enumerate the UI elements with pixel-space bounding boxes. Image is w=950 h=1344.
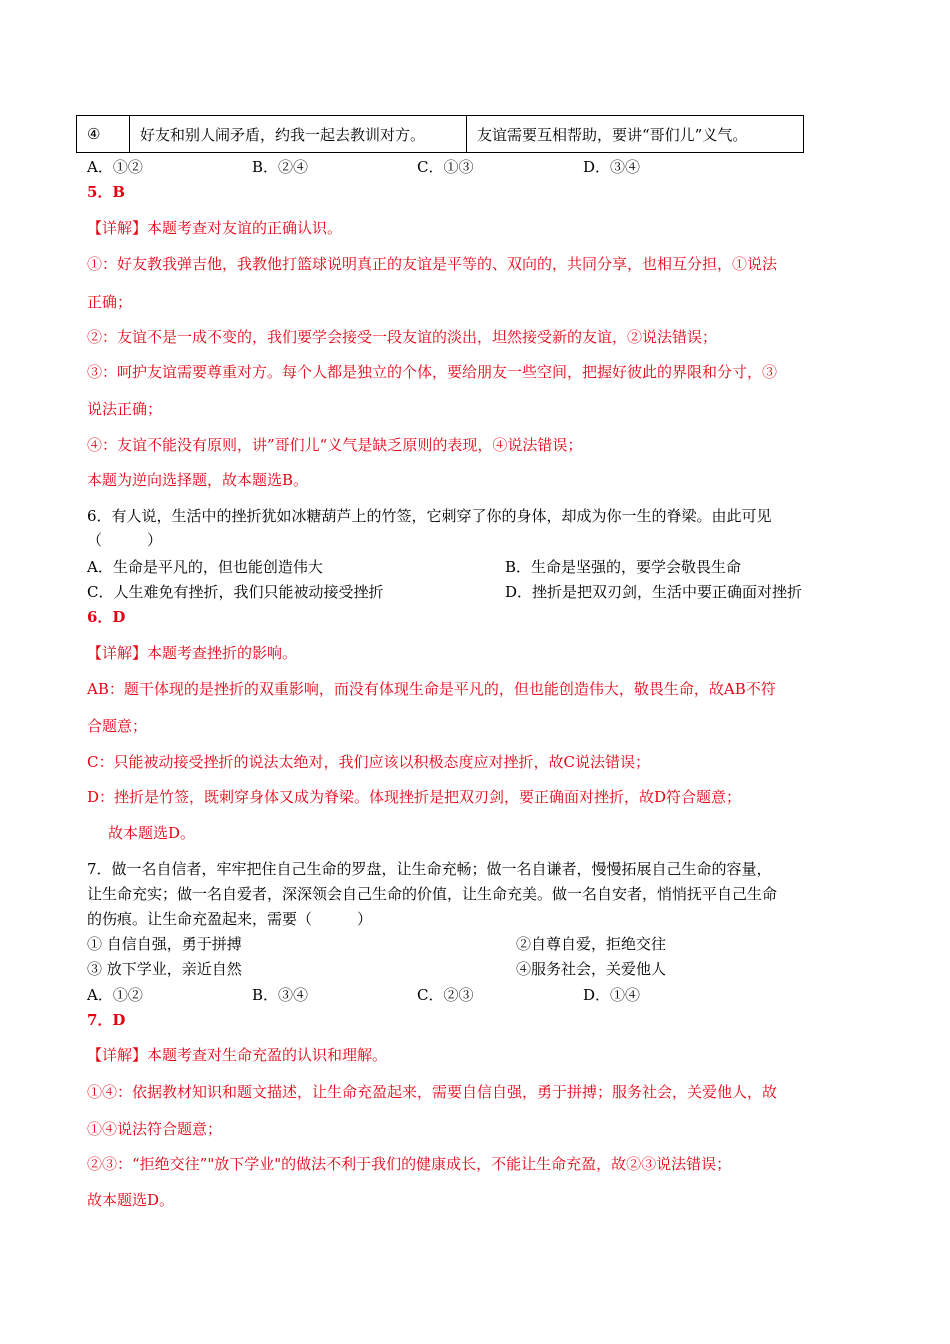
q6-explain-line: AB：题干体现的是挫折的双重影响，而没有体现生命是平凡的，但也能创造伟大，敬畏生命，故AB不符: [87, 680, 776, 698]
q6-stem-line: （ ）: [87, 531, 163, 549]
q7-explain-line: 故本题选D。: [87, 1191, 175, 1209]
q6-stem-line: 6．有人说，生活中的挫折犹如冰糖葫芦上的竹签，它刺穿了你的身体，却成为你一生的脊梁。由此可见: [87, 507, 772, 525]
q6-answer: 6．D: [87, 608, 126, 626]
q7-explain-line: ②③：“拒绝交往”"放下学业"的做法不利于我们的健康成长，不能让生命充盈，故②③说法错误；: [87, 1155, 732, 1173]
q6-explain-line: 【详解】本题考查挫折的影响。: [87, 644, 298, 662]
q5-option-b: B．②④: [252, 158, 309, 176]
situation-cell: 好友和别人闹矛盾，约我一起去教训对方。: [130, 116, 467, 153]
q7-item: ③ 放下学业，亲近自然: [87, 960, 242, 978]
q6-explain-line: 故本题选D。: [108, 824, 196, 842]
q6-explain-line: D：挫折是竹签，既刺穿身体又成为脊梁。体现挫折是把双刃剑，要正确面对挫折，故D符合题意；: [87, 788, 742, 806]
q6-option-a: A．生命是平凡的，但也能创造伟大: [87, 558, 323, 576]
q5-explain-line: 本题为逆向选择题，故本题选B。: [87, 471, 309, 489]
table-row: [77, 116, 804, 153]
q6-option-b: B．生命是坚强的，要学会敬畏生命: [505, 558, 742, 576]
row-number: ④: [77, 116, 130, 153]
q5-explain-line: 说法正确；: [87, 400, 163, 418]
q7-option-b: B．③④: [252, 986, 309, 1004]
q6-explain-line: C：只能被动接受挫折的说法太绝对，我们应该以积极态度应对挫折，故C说法错误；: [87, 753, 650, 771]
q5-option-a: A．①②: [87, 158, 143, 176]
q5-explain-line: 正确；: [87, 293, 133, 311]
q7-item: ②自尊自爱，拒绝交往: [516, 935, 667, 953]
q5-explain-line: ②：友谊不是一成不变的，我们要学会接受一段友谊的淡出，坦然接受新的友谊，②说法错误；: [87, 328, 718, 346]
q6-option-d: D．挫折是把双刃剑，生活中要正确面对挫折: [505, 583, 803, 601]
q5-explain-line: 【详解】本题考查对友谊的正确认识。: [87, 219, 343, 237]
q7-option-c: C．②③: [417, 986, 474, 1004]
q5-explain-line: ③：呵护友谊需要尊重对方。每个人都是独立的个体，要给朋友一些空间，把握好彼此的界限和分寸，③: [87, 363, 778, 381]
q7-item: ① 自信自强，勇于拼搏: [87, 935, 242, 953]
q5-explain-line: ①：好友教我弹吉他，我教他打篮球说明真正的友谊是平等的、双向的，共同分享，也相互分担，①说法: [87, 255, 778, 273]
q7-explain-line: ①④：依据教材知识和题文描述，让生命充盈起来，需要自信自强，勇于拼搏；服务社会，关爱他人，故: [87, 1083, 778, 1101]
question-table: [76, 115, 804, 153]
q7-stem-line: 的伤痕。让生命充盈起来，需要（ ）: [87, 910, 373, 928]
q6-explain-line: 合题意；: [87, 717, 148, 735]
q7-option-a: A．①②: [87, 986, 143, 1004]
view-cell: 友谊需要互相帮助，要讲“哥们儿”义气。: [467, 116, 804, 153]
q7-answer: 7．D: [87, 1011, 126, 1029]
q7-stem-line: 7．做一名自信者，牢牢把住自己生命的罗盘，让生命充畅；做一名自谦者，慢慢拓展自己生命的容量，: [87, 860, 772, 878]
q5-option-d: D．③④: [583, 158, 641, 176]
q7-explain-line: 【详解】本题考查对生命充盈的认识和理解。: [87, 1046, 388, 1064]
q7-explain-line: ①④说法符合题意；: [87, 1120, 223, 1138]
q7-option-d: D．①④: [583, 986, 641, 1004]
q6-option-c: C．人生难免有挫折，我们只能被动接受挫折: [87, 583, 384, 601]
q5-option-c: C．①③: [417, 158, 474, 176]
q7-stem-line: 让生命充实；做一名自爱者，深深领会自己生命的价值，让生命充美。做一名自安者，悄悄抚平自己生命: [87, 885, 778, 903]
q5-answer: 5．B: [87, 183, 126, 201]
q5-explain-line: ④：友谊不能没有原则，讲”哥们儿“义气是缺乏原则的表现，④说法错误；: [87, 436, 583, 454]
q7-item: ④服务社会，关爱他人: [516, 960, 667, 978]
